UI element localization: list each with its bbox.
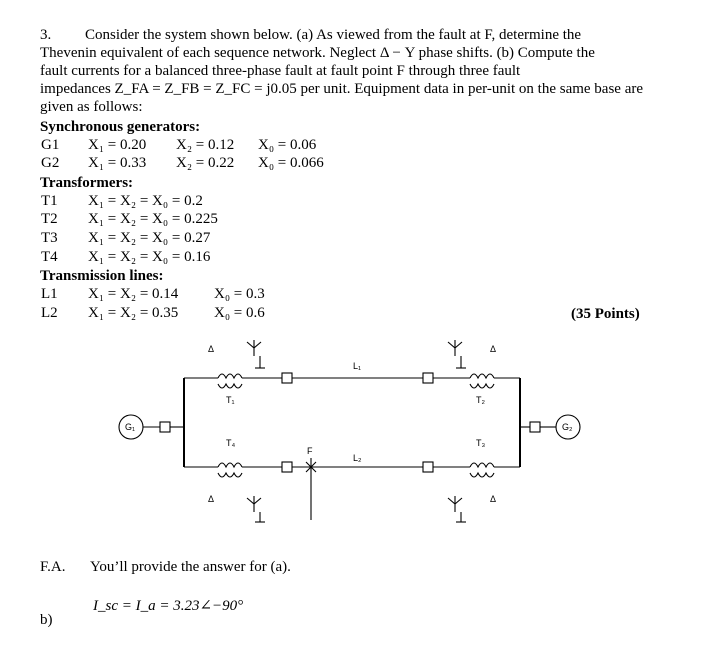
part-b-answer: I_sc = I_a = 3.23∠−90° [93, 598, 244, 614]
fa-label: F.A. [40, 559, 66, 575]
problem-line-5: given as follows: [40, 99, 143, 115]
transformer-t4-winding [218, 463, 242, 467]
breaker [160, 422, 170, 432]
xfmr-name: T2 [41, 211, 58, 227]
line-name: L1 [41, 286, 58, 302]
gen-x1: X₁ = 0.20 [88, 137, 147, 153]
xfmr-name: T3 [41, 230, 58, 246]
wye-ground-symbol [448, 496, 466, 522]
line-x0: X₀ = 0.3 [214, 286, 265, 302]
transformer-t3-winding [470, 463, 494, 467]
xfmr-eq: X₁ = X₂ = X₀ = 0.2 [88, 193, 203, 209]
line-name: L2 [41, 305, 58, 321]
xfmr-eq: X₁ = X₂ = X₀ = 0.27 [88, 230, 211, 246]
gen-name: G2 [41, 155, 60, 171]
part-b-label: b) [40, 612, 53, 628]
generators-heading: Synchronous generators: [40, 119, 201, 135]
breaker [423, 373, 433, 383]
gen-x2: X₂ = 0.12 [176, 137, 235, 153]
t2-label: T₂ [476, 395, 485, 405]
gen-name: G1 [41, 137, 60, 153]
gen-x1: X₁ = 0.33 [88, 155, 147, 171]
transformers-heading: Transformers: [40, 175, 134, 191]
delta-symbol: Δ [208, 344, 215, 354]
transformer-t1-winding [218, 374, 242, 378]
problem-line-4: impedances Z_FA = Z_FB = Z_FC = j0.05 per unit. Equipment data in per-unit on the same base are [40, 81, 644, 97]
problem-line-1: Consider the system shown below. (a) As viewed from the fault at F, determine the [85, 27, 582, 43]
gen-x2: X₂ = 0.22 [176, 155, 235, 171]
g1-label: G₁ [125, 422, 136, 432]
wye-ground-symbol [448, 340, 466, 368]
wye-ground-symbol [247, 340, 265, 368]
breaker [423, 462, 433, 472]
xfmr-eq: X₁ = X₂ = X₀ = 0.225 [88, 211, 218, 227]
transformer-t2-winding [470, 374, 494, 378]
l2-label: L₂ [353, 453, 362, 463]
lines-heading: Transmission lines: [40, 268, 164, 284]
points-label: (35 Points) [571, 306, 640, 322]
g2-label: G₂ [562, 422, 573, 432]
line-x12: X₁ = X₂ = 0.35 [88, 305, 179, 321]
line-x12: X₁ = X₂ = 0.14 [88, 286, 179, 302]
line-x0: X₀ = 0.6 [214, 305, 265, 321]
gen-x0: X₀ = 0.066 [258, 155, 324, 171]
delta-symbol: Δ [490, 344, 497, 354]
gen-x0: X₀ = 0.06 [258, 137, 317, 153]
breaker [282, 373, 292, 383]
problem-line-3: fault currents for a balanced three-phase fault at fault point F through three fault [40, 63, 521, 79]
wye-ground-symbol [247, 496, 265, 522]
fa-text: You’ll provide the answer for (a). [90, 559, 291, 575]
xfmr-name: T4 [41, 249, 58, 265]
breaker [282, 462, 292, 472]
problem-line-2: Thevenin equivalent of each sequence network. Neglect Δ − Y phase shifts. (b) Compute the [40, 45, 595, 61]
xfmr-name: T1 [41, 193, 58, 209]
problem-number: 3. [40, 27, 52, 43]
xfmr-eq: X₁ = X₂ = X₀ = 0.16 [88, 249, 211, 265]
t3-label: T₃ [476, 438, 486, 448]
t1-label: T₁ [226, 395, 235, 405]
l1-label: L₁ [353, 361, 362, 371]
delta-symbol: Δ [490, 494, 497, 504]
breaker [530, 422, 540, 432]
t4-label: T₄ [226, 438, 236, 448]
delta-symbol: Δ [208, 494, 215, 504]
fault-label: F [307, 446, 313, 456]
